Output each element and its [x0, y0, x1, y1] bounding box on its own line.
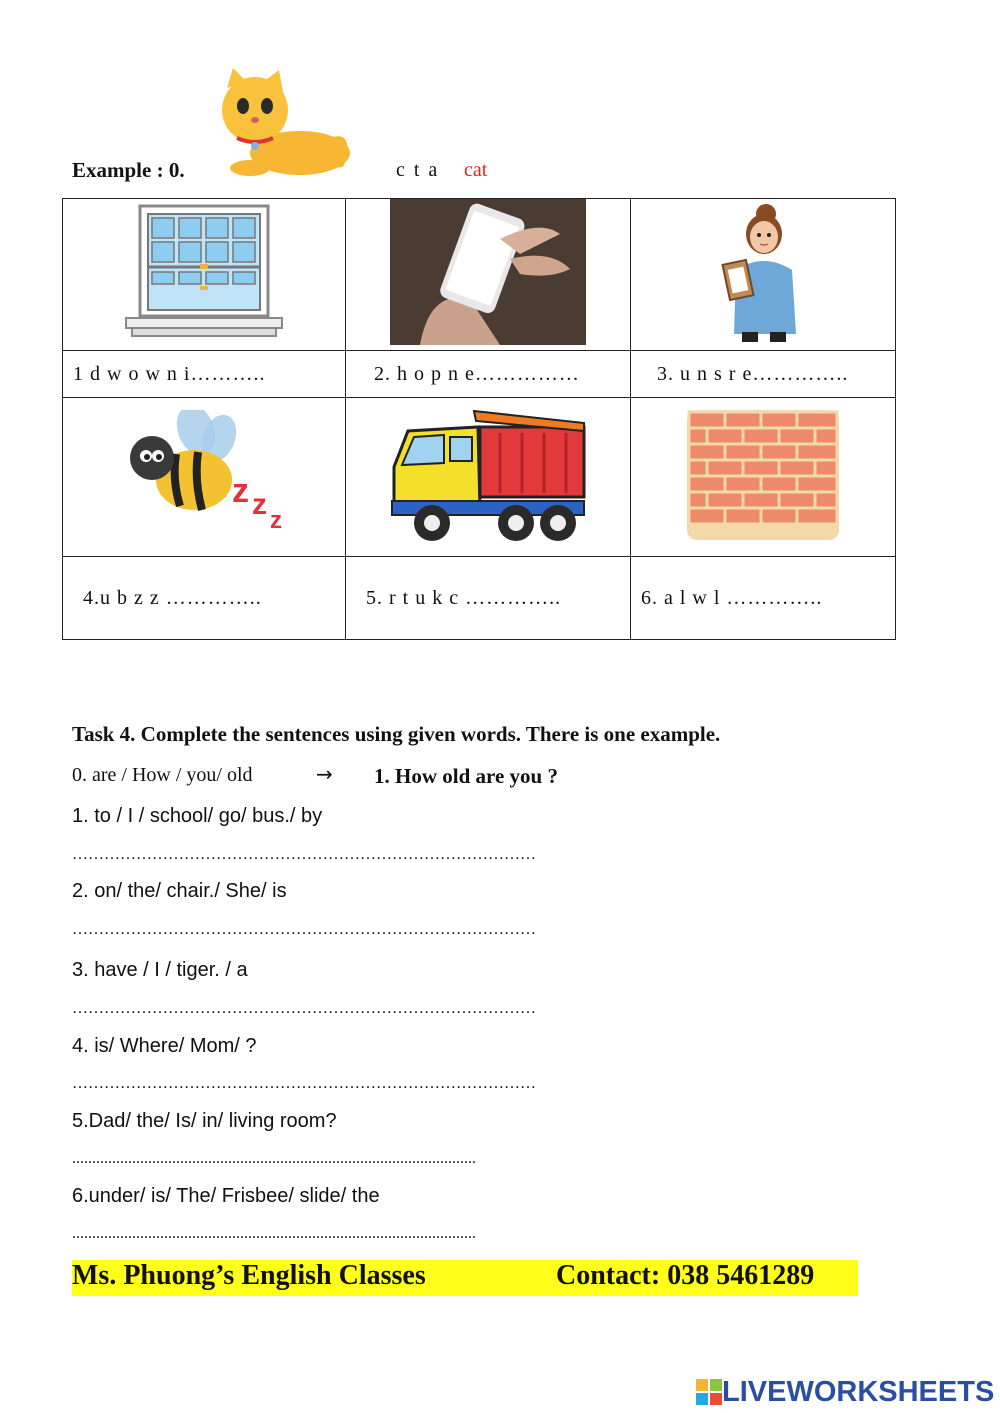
scrambled-word-3[interactable]: 3. u n s r e………….. — [631, 351, 896, 398]
scrambled-word-1[interactable]: 1 d w o w n i……….. — [63, 351, 346, 398]
phone-icon — [390, 199, 586, 345]
image-cell — [631, 398, 896, 557]
example-letters: c t a — [396, 159, 440, 181]
image-cell — [346, 398, 631, 557]
scrambled-word-2[interactable]: 2. h o p n e…………… — [346, 351, 631, 398]
image-row-1 — [63, 199, 896, 351]
task-4-example-answer: 1. How old are you ? — [374, 764, 558, 788]
image-cell — [631, 199, 896, 351]
answer-blank-5[interactable]: ..................................................................................................... — [72, 1150, 476, 1167]
image-row-2 — [63, 398, 896, 557]
liveworksheets-logo-icon — [696, 1379, 722, 1405]
task-4-example-prompt: 0. are / How / you/ old — [72, 764, 253, 786]
scrambled-word-5[interactable]: 5. r t u k c ………….. — [346, 557, 631, 640]
wall-icon — [685, 408, 841, 542]
example-answer: cat — [464, 159, 488, 181]
image-cell — [63, 398, 346, 557]
scrambled-word-6[interactable]: 6. a l w l ………….. — [631, 557, 896, 640]
bee-icon — [114, 410, 294, 540]
answer-blank-1[interactable]: …………………………………………………………………………… — [72, 846, 536, 863]
answer-blank-4[interactable]: …………………………………………………………………………… — [72, 1075, 536, 1092]
svg-text:z: z — [252, 487, 267, 521]
svg-text:z: z — [270, 506, 282, 534]
nurse-icon — [708, 200, 818, 344]
answer-blank-2[interactable]: …………………………………………………………………………… — [72, 921, 536, 938]
footer-contact: Contact: 038 5461289 — [556, 1260, 815, 1291]
arrow-right-icon: → — [316, 762, 333, 786]
image-cell — [63, 199, 346, 351]
question-prompt-1: 1. to / I / school/ go/ bus./ by — [72, 805, 323, 827]
task-4-title: Task 4. Complete the sentences using given words. There is one example. — [72, 722, 721, 746]
example-label: Example : 0. — [72, 158, 185, 182]
answer-blank-6[interactable]: ..................................................................................................... — [72, 1225, 476, 1242]
question-prompt-3: 3. have / I / tiger. / a — [72, 959, 248, 981]
vocab-table — [62, 198, 896, 640]
window-icon — [124, 202, 284, 342]
cat-icon — [205, 68, 355, 180]
word-row-2 — [63, 557, 896, 640]
image-cell — [346, 199, 631, 351]
liveworksheets-logo-text: LIVEWORKSHEETS — [722, 1375, 995, 1408]
question-prompt-2: 2. on/ the/ chair./ She/ is — [72, 880, 287, 902]
liveworksheets-logo[interactable] — [696, 1376, 994, 1408]
scrambled-word-4[interactable]: 4.u b z z ………….. — [63, 557, 346, 640]
question-prompt-4: 4. is/ Where/ Mom/ ? — [72, 1035, 257, 1057]
answer-blank-3[interactable]: …………………………………………………………………………… — [72, 1000, 536, 1017]
question-prompt-6: 6.under/ is/ The/ Frisbee/ slide/ the — [72, 1185, 380, 1207]
footer-class-name: Ms. Phuong’s English Classes — [72, 1260, 426, 1291]
truck-icon — [388, 405, 588, 545]
svg-text:z: z — [232, 471, 249, 510]
word-row-1 — [63, 351, 896, 398]
question-prompt-5: 5.Dad/ the/ Is/ in/ living room? — [72, 1110, 337, 1132]
